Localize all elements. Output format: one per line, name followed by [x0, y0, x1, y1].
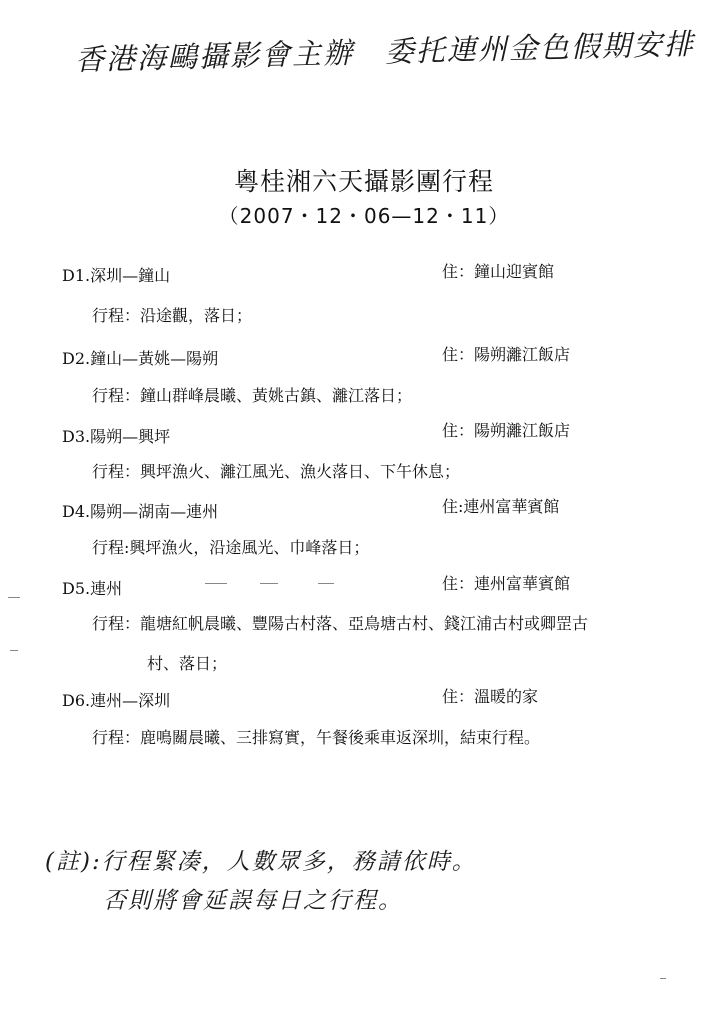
day-2-stay: 住：陽朔灕江飯店 — [442, 345, 571, 364]
day-1-stay: 住：鐘山迎賓館 — [442, 262, 555, 281]
day-5-stay: 住：連州富華賓館 — [442, 574, 571, 593]
day-2-route: D2.鐘山—黃姚—陽朔 — [62, 349, 219, 368]
scan-speck — [660, 978, 666, 979]
handwritten-header: 香港海鷗攝影會主辦 委托連州金色假期安排 — [74, 26, 696, 77]
scan-speck — [205, 583, 227, 584]
day-5-plan: 行程：龍塘紅帆晨曦、豐陽古村落、亞鳥塘古村、錢江浦古村或卿罡古 — [92, 614, 589, 633]
page-title: 粵桂湘六天攝影團行程 — [233, 167, 494, 196]
day-4-plan: 行程:興坪漁火，沿途風光、巾峰落日； — [92, 538, 370, 557]
tour-dates: （2007・12・06—12・11） — [218, 204, 510, 228]
scan-speck — [318, 583, 334, 584]
day-6-route: D6.連州—深圳 — [62, 691, 171, 710]
day-4-stay: 住:連州富華賓館 — [442, 497, 560, 516]
day-3-plan: 行程：興坪漁火、灕江風光、漁火落日、下午休息； — [92, 462, 461, 481]
handwritten-note-line-1: (註):行程緊凑，人數眾多，務請依時。 — [45, 849, 477, 875]
day-1-plan: 行程：沿途觀，落日； — [92, 306, 253, 325]
day-4-route: D4.陽朔—湖南—連州 — [62, 502, 219, 521]
scan-speck — [8, 597, 20, 598]
day-2-plan: 行程：鐘山群峰晨曦、黃姚古鎮、灕江落日； — [92, 386, 413, 405]
scan-speck — [10, 650, 18, 651]
day-5-route: D5.連州 — [62, 579, 123, 598]
day-6-stay: 住：溫暖的家 — [442, 687, 539, 706]
day-3-route: D3.陽朔—興坪 — [62, 427, 171, 446]
day-5-plan-continued: 村、落日； — [147, 654, 228, 673]
day-1-route: D1.深圳—鐘山 — [62, 266, 171, 285]
day-6-plan: 行程：鹿鳴關晨曦、三排寫實，午餐後乘車返深圳，結束行程。 — [92, 728, 541, 747]
day-3-stay: 住：陽朔灕江飯店 — [442, 421, 571, 440]
handwritten-note-line-2: 否則將會延誤每日之行程。 — [103, 888, 403, 914]
scan-speck — [260, 583, 278, 584]
